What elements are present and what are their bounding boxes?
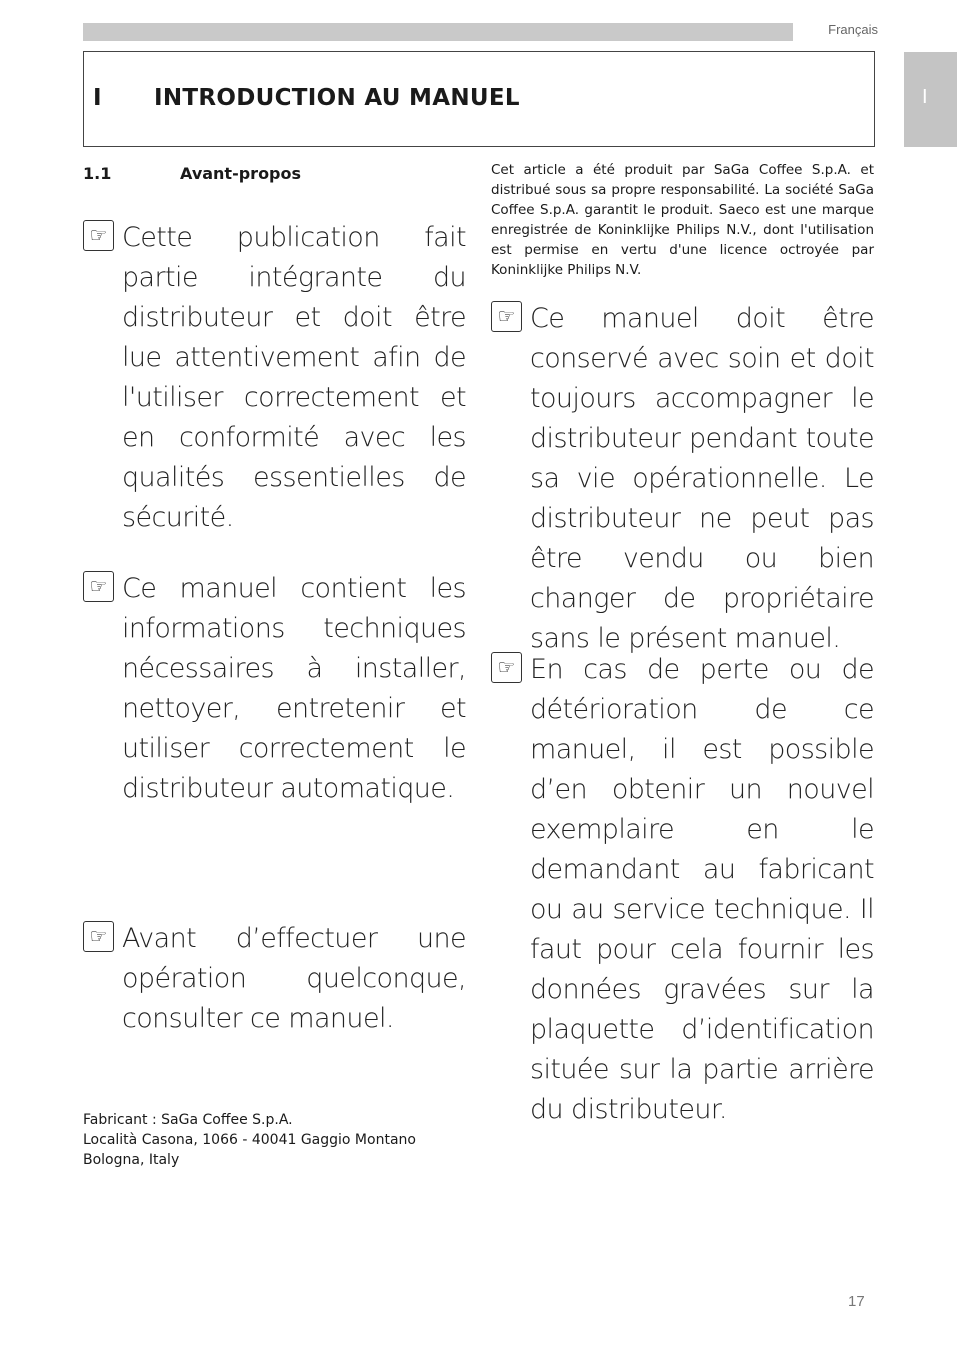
manufacturer-city: Bologna, Italy (83, 1152, 180, 1168)
note-text: Avant d’effectuer une opération quelconque, consulter ce manuel. (122, 923, 466, 1034)
pointing-hand-icon: ☞ (491, 301, 522, 332)
chapter-number: I (93, 85, 102, 111)
section-title: Avant-propos (180, 164, 302, 183)
header-bar (83, 23, 793, 41)
page-number: 17 (848, 1293, 865, 1310)
side-tab-label: I (922, 86, 928, 108)
section-number: 1.1 (83, 164, 112, 183)
pointing-hand-icon: ☞ (83, 220, 114, 251)
language-label: Français (828, 22, 878, 37)
note-text: En cas de perte ou de détérioration de ce manuel, il est possible d’en obtenir un nouvel exemplaire en le demandant au fabricant ou au service technique. Il faut pour cela fournir les données gravées sur la plaquette d’identification située sur la partie arrière du distributeur. (530, 654, 874, 1125)
chapter-header (83, 51, 875, 147)
intro-paragraph: Cet article a été produit par SaGa Coffee S.p.A. et distribué sous sa propre responsabilité. La société SaGa Coffee S.p.A. garantit le produit. Saeco est une marque enregistrée de Koninklijke Philips N.V., dont l'utilisation est permise en vertu d'une licence octroyée par Koninklijke Philips N.V. (491, 162, 874, 278)
pointing-hand-icon: ☞ (83, 571, 114, 602)
chapter-side-tab (904, 52, 957, 147)
manufacturer-name: Fabricant : SaGa Coffee S.p.A. (83, 1112, 293, 1128)
manufacturer-info (83, 1110, 416, 1170)
note-text: Ce manuel doit être conservé avec soin et doit toujours accompagner le distributeur pendant toute sa vie opérationnelle. Le distributeur ne peut pas être vendu ou bien changer de propriétaire sans le présent manuel. (530, 303, 874, 654)
note-text: Cette publication fait partie intégrante du distributeur et doit être lue attentivement afin de l'utiliser correctement et en conformité avec les qualités essentielles de sécurité. (122, 222, 466, 533)
note-text: Ce manuel contient les informations techniques nécessaires à installer, nettoyer, entretenir et utiliser correctement le distributeur automatique. (122, 573, 466, 804)
pointing-hand-icon: ☞ (491, 652, 522, 683)
chapter-title: INTRODUCTION AU MANUEL (154, 85, 520, 111)
pointing-hand-icon: ☞ (83, 921, 114, 952)
manufacturer-address: Località Casona, 1066 - 40041 Gaggio Montano (83, 1132, 416, 1148)
